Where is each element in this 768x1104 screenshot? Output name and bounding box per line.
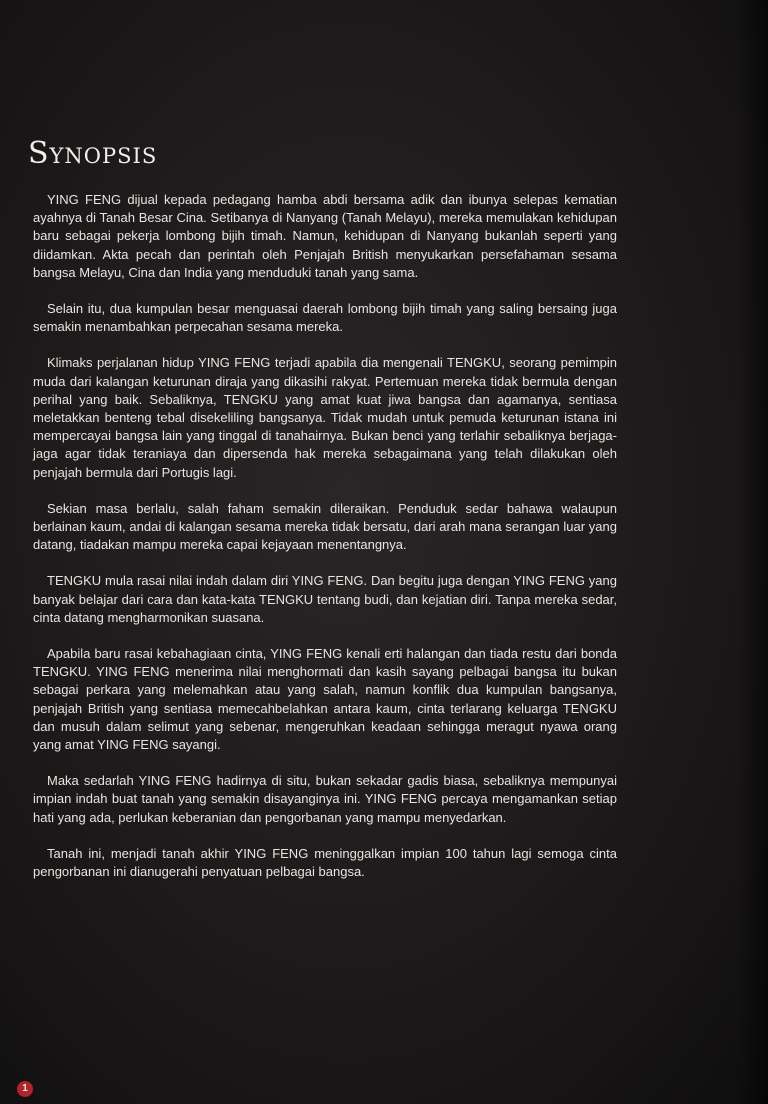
paragraph-1: YING FENG dijual kepada pedagang hamba abdi bersama adik dan ibunya selepas kematian ayahnya di Tanah Besar Cina. Setibanya di Nanyang (Tanah Melayu), mereka memulakan kehidupan baru sebagai pekerja lombong bijih timah. Namun, kehidupan di Nanyang bukanlah seperti yang diidamkan. Akta pecah dan perintah oleh Penjajah British menyukarkan persefahaman sesama bangsa Melayu, Cina dan India yang menduduki tanah yang sama. xyxy=(33,192,617,280)
paragraph-6: Apabila baru rasai kebahagiaan cinta, YING FENG kenali erti halangan dan tiada restu dari bonda TENGKU. YING FENG menerima nilai menghormati dan kasih sayang pelbagai bangsa itu bukan sebagai perkara yang melemahkan atau yang salah, namun konflik dua kumpulan bangsanya, penjajah British yang sentiasa memecahbelahkan antara kaum, cinta terlarang keluarga TENGKU dan musuh dalam selimut yang sebenar, mengeruhkan keadaan sehingga meragut nyawa orang yang amat YING FENG sayangi. xyxy=(33,646,617,753)
paragraph-7: Maka sedarlah YING FENG hadirnya di situ, bukan sekadar gadis biasa, sebaliknya mempunyai impian indah buat tanah yang semakin disayanginya ini. YING FENG percaya mengamankan setiap hati yang ada, perlukan keberanian dan pengorbanan yang mampu menyedarkan. xyxy=(33,773,617,825)
page-number-badge: 1 xyxy=(17,1081,33,1097)
paragraph-5: TENGKU mula rasai nilai indah dalam diri YING FENG. Dan begitu juga dengan YING FENG yang banyak belajar dari cara dan kata-kata TENGKU tentang budi, dan kejatian diri. Tanpa mereka sedar, cinta datang mengharmonikan suasana. xyxy=(33,573,617,625)
paragraph-3: Klimaks perjalanan hidup YING FENG terjadi apabila dia mengenali TENGKU, seorang pemimpin muda dari kalangan keturunan diraja yang dikasihi rakyat. Pertemuan mereka tidak bermula dengan perihal yang baik. Sebaliknya, TENGKU yang amat kuat jiwa bangsa dan agamanya, sentiasa meletakkan benteng tebal disekeliling bangsanya. Tidak mudah untuk pemuda keturunan istana ini mempercayai bangsa lain yang tinggal di tanahairnya. Bukan benci yang terlahir sebaliknya berjaga-jaga agar tidak teraniaya dan dipersenda hak mereka sebagaimana yang telah dilakukan oleh penjajah bermula dari Portugis lagi. xyxy=(33,355,617,480)
page-edge-shadow xyxy=(738,0,768,1104)
page-title: Synopsis xyxy=(28,136,158,171)
paragraph-8: Tanah ini, menjadi tanah akhir YING FENG meninggalkan impian 100 tahun lagi semoga cinta pengorbanan ini dianugerahi penyatuan pelbagai bangsa. xyxy=(33,845,617,880)
paragraph-2: Selain itu, dua kumpulan besar menguasai daerah lombong bijih timah yang saling bersaing juga semakin menambahkan perpecahan sesama mereka. xyxy=(33,301,617,335)
synopsis-body xyxy=(33,191,617,899)
paragraph-4: Sekian masa berlalu, salah faham semakin dileraikan. Penduduk sedar bahawa walaupun berlainan kaum, andai di kalangan sesama mereka tidak bersatu, dari arah mana serangan luar yang datang, tiadakan mampu mereka capai kejayaan menentangnya. xyxy=(33,500,617,553)
